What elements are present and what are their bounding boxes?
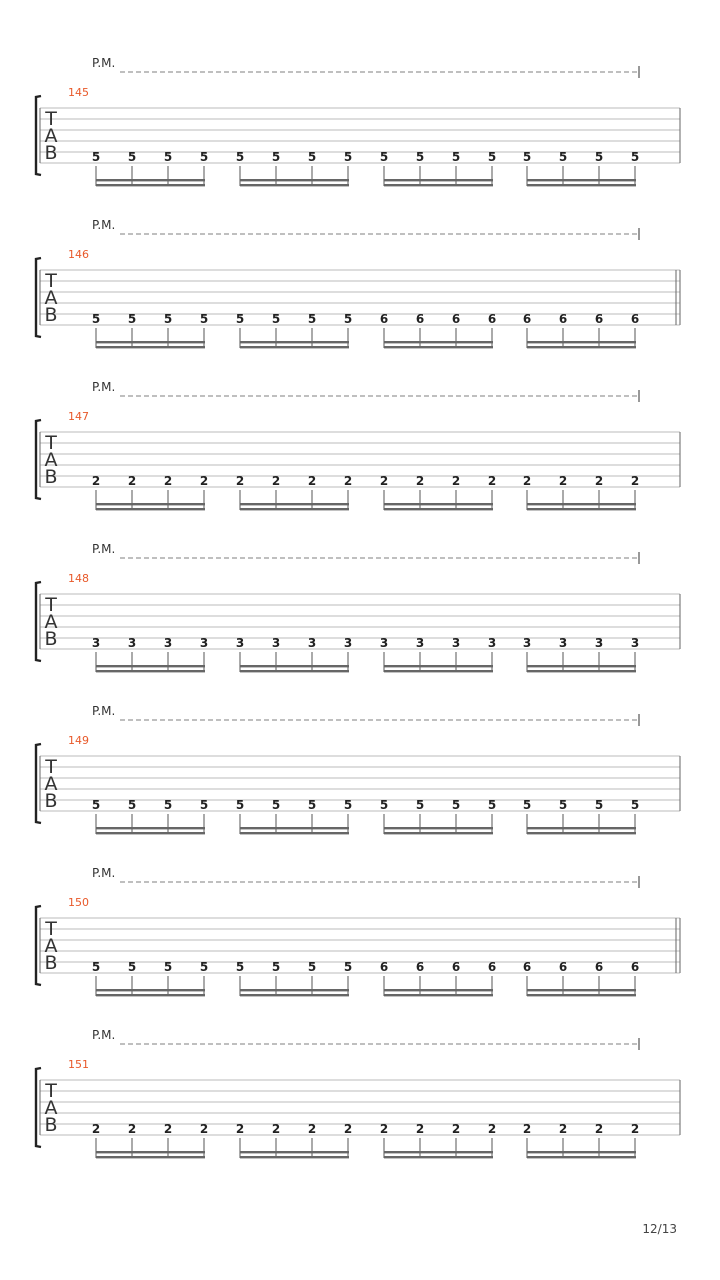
beam (527, 994, 636, 996)
fret-number: 5 (199, 312, 209, 326)
beam (240, 346, 349, 348)
fret-number: 5 (235, 312, 245, 326)
tab-clef-letter: B (44, 1114, 58, 1136)
fret-number: 2 (271, 1122, 281, 1136)
fret-number: 2 (271, 474, 281, 488)
tab-system (36, 704, 680, 834)
beam (96, 508, 205, 510)
fret-number: 5 (127, 798, 137, 812)
fret-number: 5 (343, 798, 353, 812)
fret-number: 2 (415, 474, 425, 488)
fret-number: 5 (558, 798, 568, 812)
fret-number: 6 (487, 960, 497, 974)
fret-number: 5 (307, 960, 317, 974)
beam (240, 994, 349, 996)
fret-number: 6 (630, 960, 640, 974)
fret-number: 2 (163, 1122, 173, 1136)
fret-number: 5 (91, 312, 101, 326)
beam (384, 179, 493, 181)
beam (527, 503, 636, 505)
fret-number: 3 (235, 636, 245, 650)
fret-number: 3 (163, 636, 173, 650)
fret-number: 5 (343, 150, 353, 164)
beam (527, 184, 636, 186)
fret-number: 3 (558, 636, 568, 650)
tab-clef-letter: T (45, 918, 57, 940)
fret-number: 5 (379, 150, 389, 164)
beam (384, 184, 493, 186)
fret-number: 5 (127, 960, 137, 974)
fret-number: 3 (343, 636, 353, 650)
tab-clef-letter: B (44, 790, 58, 812)
tab-system (36, 380, 680, 510)
beam (384, 508, 493, 510)
beam (527, 1156, 636, 1158)
fret-number: 5 (235, 960, 245, 974)
fret-number: 5 (127, 150, 137, 164)
fret-number: 5 (127, 312, 137, 326)
fret-number: 5 (163, 312, 173, 326)
fret-number: 5 (594, 150, 604, 164)
page-number: 12/13 (642, 1222, 677, 1236)
palm-mute-label: P.M. (92, 866, 116, 880)
fret-number: 2 (487, 474, 497, 488)
tab-system (36, 866, 680, 996)
tab-clef-letter: A (44, 449, 58, 471)
beam (527, 827, 636, 829)
fret-number: 3 (522, 636, 532, 650)
fret-number: 5 (91, 150, 101, 164)
fret-number: 2 (487, 1122, 497, 1136)
fret-number: 6 (558, 312, 568, 326)
fret-number: 3 (415, 636, 425, 650)
measure-number: 151 (68, 1058, 89, 1071)
fret-number: 5 (163, 150, 173, 164)
beam (240, 832, 349, 834)
fret-number: 5 (594, 798, 604, 812)
beam (240, 503, 349, 505)
fret-number: 2 (379, 1122, 389, 1136)
fret-number: 5 (235, 798, 245, 812)
fret-number: 6 (451, 960, 461, 974)
palm-mute-label: P.M. (92, 1028, 116, 1042)
beam (240, 341, 349, 343)
beam (96, 184, 205, 186)
fret-number: 6 (379, 960, 389, 974)
tab-clef-letter: T (45, 108, 57, 130)
tab-system (36, 56, 680, 186)
fret-number: 2 (594, 474, 604, 488)
tab-clef-letter: B (44, 466, 58, 488)
fret-number: 2 (379, 474, 389, 488)
fret-number: 2 (343, 474, 353, 488)
fret-number: 5 (307, 798, 317, 812)
fret-number: 5 (271, 798, 281, 812)
fret-number: 5 (307, 312, 317, 326)
beam (527, 1151, 636, 1153)
fret-number: 2 (558, 1122, 568, 1136)
fret-number: 5 (451, 150, 461, 164)
palm-mute-label: P.M. (92, 218, 116, 232)
beam (527, 346, 636, 348)
tab-clef-letter: B (44, 304, 58, 326)
fret-number: 5 (271, 150, 281, 164)
beam (96, 665, 205, 667)
tab-clef-letter: A (44, 773, 58, 795)
fret-number: 5 (163, 798, 173, 812)
beam (96, 503, 205, 505)
beam (240, 1151, 349, 1153)
tab-clef-letter: T (45, 432, 57, 454)
tab-clef-letter: A (44, 287, 58, 309)
measure-number: 150 (68, 896, 89, 909)
fret-number: 2 (235, 474, 245, 488)
tab-clef-letter: A (44, 935, 58, 957)
tab-clef-letter: A (44, 1097, 58, 1119)
fret-number: 2 (451, 474, 461, 488)
beam (384, 665, 493, 667)
fret-number: 2 (199, 474, 209, 488)
beam (96, 1156, 205, 1158)
fret-number: 5 (307, 150, 317, 164)
fret-number: 5 (415, 798, 425, 812)
fret-number: 5 (271, 312, 281, 326)
fret-number: 5 (343, 312, 353, 326)
fret-number: 6 (415, 960, 425, 974)
beam (527, 832, 636, 834)
fret-number: 5 (91, 960, 101, 974)
fret-number: 2 (558, 474, 568, 488)
tab-system (36, 218, 680, 348)
beam (527, 989, 636, 991)
fret-number: 5 (522, 798, 532, 812)
palm-mute-label: P.M. (92, 704, 116, 718)
palm-mute-label: P.M. (92, 56, 116, 70)
beam (384, 1156, 493, 1158)
fret-number: 3 (91, 636, 101, 650)
fret-number: 3 (307, 636, 317, 650)
palm-mute-label: P.M. (92, 380, 116, 394)
fret-number: 5 (487, 798, 497, 812)
beam (240, 179, 349, 181)
fret-number: 6 (558, 960, 568, 974)
fret-number: 2 (91, 474, 101, 488)
measure-number: 149 (68, 734, 89, 747)
beam (240, 508, 349, 510)
beam (384, 994, 493, 996)
fret-number: 2 (127, 1122, 137, 1136)
fret-number: 3 (630, 636, 640, 650)
tab-clef-letter: T (45, 270, 57, 292)
beam (96, 670, 205, 672)
fret-number: 5 (558, 150, 568, 164)
fret-number: 2 (307, 1122, 317, 1136)
fret-number: 6 (630, 312, 640, 326)
tab-clef-letter: B (44, 628, 58, 650)
beam (240, 670, 349, 672)
beam (384, 670, 493, 672)
fret-number: 2 (235, 1122, 245, 1136)
tab-clef-letter: B (44, 142, 58, 164)
beam (96, 346, 205, 348)
fret-number: 5 (91, 798, 101, 812)
fret-number: 5 (271, 960, 281, 974)
beam (527, 665, 636, 667)
beam (96, 341, 205, 343)
beam (240, 1156, 349, 1158)
fret-number: 2 (307, 474, 317, 488)
beam (384, 989, 493, 991)
fret-number: 5 (235, 150, 245, 164)
fret-number: 2 (594, 1122, 604, 1136)
beam (384, 1151, 493, 1153)
fret-number: 6 (451, 312, 461, 326)
fret-number: 5 (487, 150, 497, 164)
beam (384, 341, 493, 343)
tab-system (36, 1028, 680, 1158)
tab-clef-letter: T (45, 1080, 57, 1102)
fret-number: 6 (522, 312, 532, 326)
fret-number: 2 (451, 1122, 461, 1136)
beam (384, 503, 493, 505)
beam (527, 179, 636, 181)
beam (527, 341, 636, 343)
fret-number: 5 (199, 798, 209, 812)
beam (240, 184, 349, 186)
tab-clef-letter: T (45, 594, 57, 616)
fret-number: 5 (199, 960, 209, 974)
fret-number: 3 (127, 636, 137, 650)
fret-number: 2 (343, 1122, 353, 1136)
beam (96, 994, 205, 996)
beam (384, 832, 493, 834)
beam (240, 989, 349, 991)
fret-number: 3 (199, 636, 209, 650)
beam (527, 508, 636, 510)
beam (384, 827, 493, 829)
beam (240, 827, 349, 829)
fret-number: 5 (522, 150, 532, 164)
beam (96, 832, 205, 834)
fret-number: 6 (522, 960, 532, 974)
fret-number: 5 (415, 150, 425, 164)
fret-number: 5 (630, 798, 640, 812)
fret-number: 6 (594, 312, 604, 326)
fret-number: 2 (163, 474, 173, 488)
tab-clef-letter: B (44, 952, 58, 974)
fret-number: 3 (379, 636, 389, 650)
fret-number: 5 (163, 960, 173, 974)
fret-number: 3 (487, 636, 497, 650)
beam (384, 346, 493, 348)
fret-number: 2 (630, 1122, 640, 1136)
fret-number: 6 (415, 312, 425, 326)
fret-number: 6 (594, 960, 604, 974)
palm-mute-label: P.M. (92, 542, 116, 556)
fret-number: 3 (594, 636, 604, 650)
fret-number: 5 (630, 150, 640, 164)
measure-number: 146 (68, 248, 89, 261)
tab-clef-letter: A (44, 125, 58, 147)
fret-number: 5 (343, 960, 353, 974)
fret-number: 2 (522, 474, 532, 488)
fret-number: 2 (522, 1122, 532, 1136)
measure-number: 148 (68, 572, 89, 585)
tab-clef-letter: A (44, 611, 58, 633)
tab-system (36, 542, 680, 672)
fret-number: 2 (630, 474, 640, 488)
beam (527, 670, 636, 672)
tab-clef-letter: T (45, 756, 57, 778)
beam (96, 179, 205, 181)
fret-number: 3 (451, 636, 461, 650)
beam (96, 827, 205, 829)
fret-number: 5 (379, 798, 389, 812)
fret-number: 3 (271, 636, 281, 650)
beam (96, 989, 205, 991)
beam (96, 1151, 205, 1153)
measure-number: 147 (68, 410, 89, 423)
fret-number: 2 (415, 1122, 425, 1136)
fret-number: 2 (91, 1122, 101, 1136)
fret-number: 6 (487, 312, 497, 326)
fret-number: 5 (199, 150, 209, 164)
beam (240, 665, 349, 667)
measure-number: 145 (68, 86, 89, 99)
fret-number: 6 (379, 312, 389, 326)
fret-number: 2 (127, 474, 137, 488)
fret-number: 2 (199, 1122, 209, 1136)
fret-number: 5 (451, 798, 461, 812)
